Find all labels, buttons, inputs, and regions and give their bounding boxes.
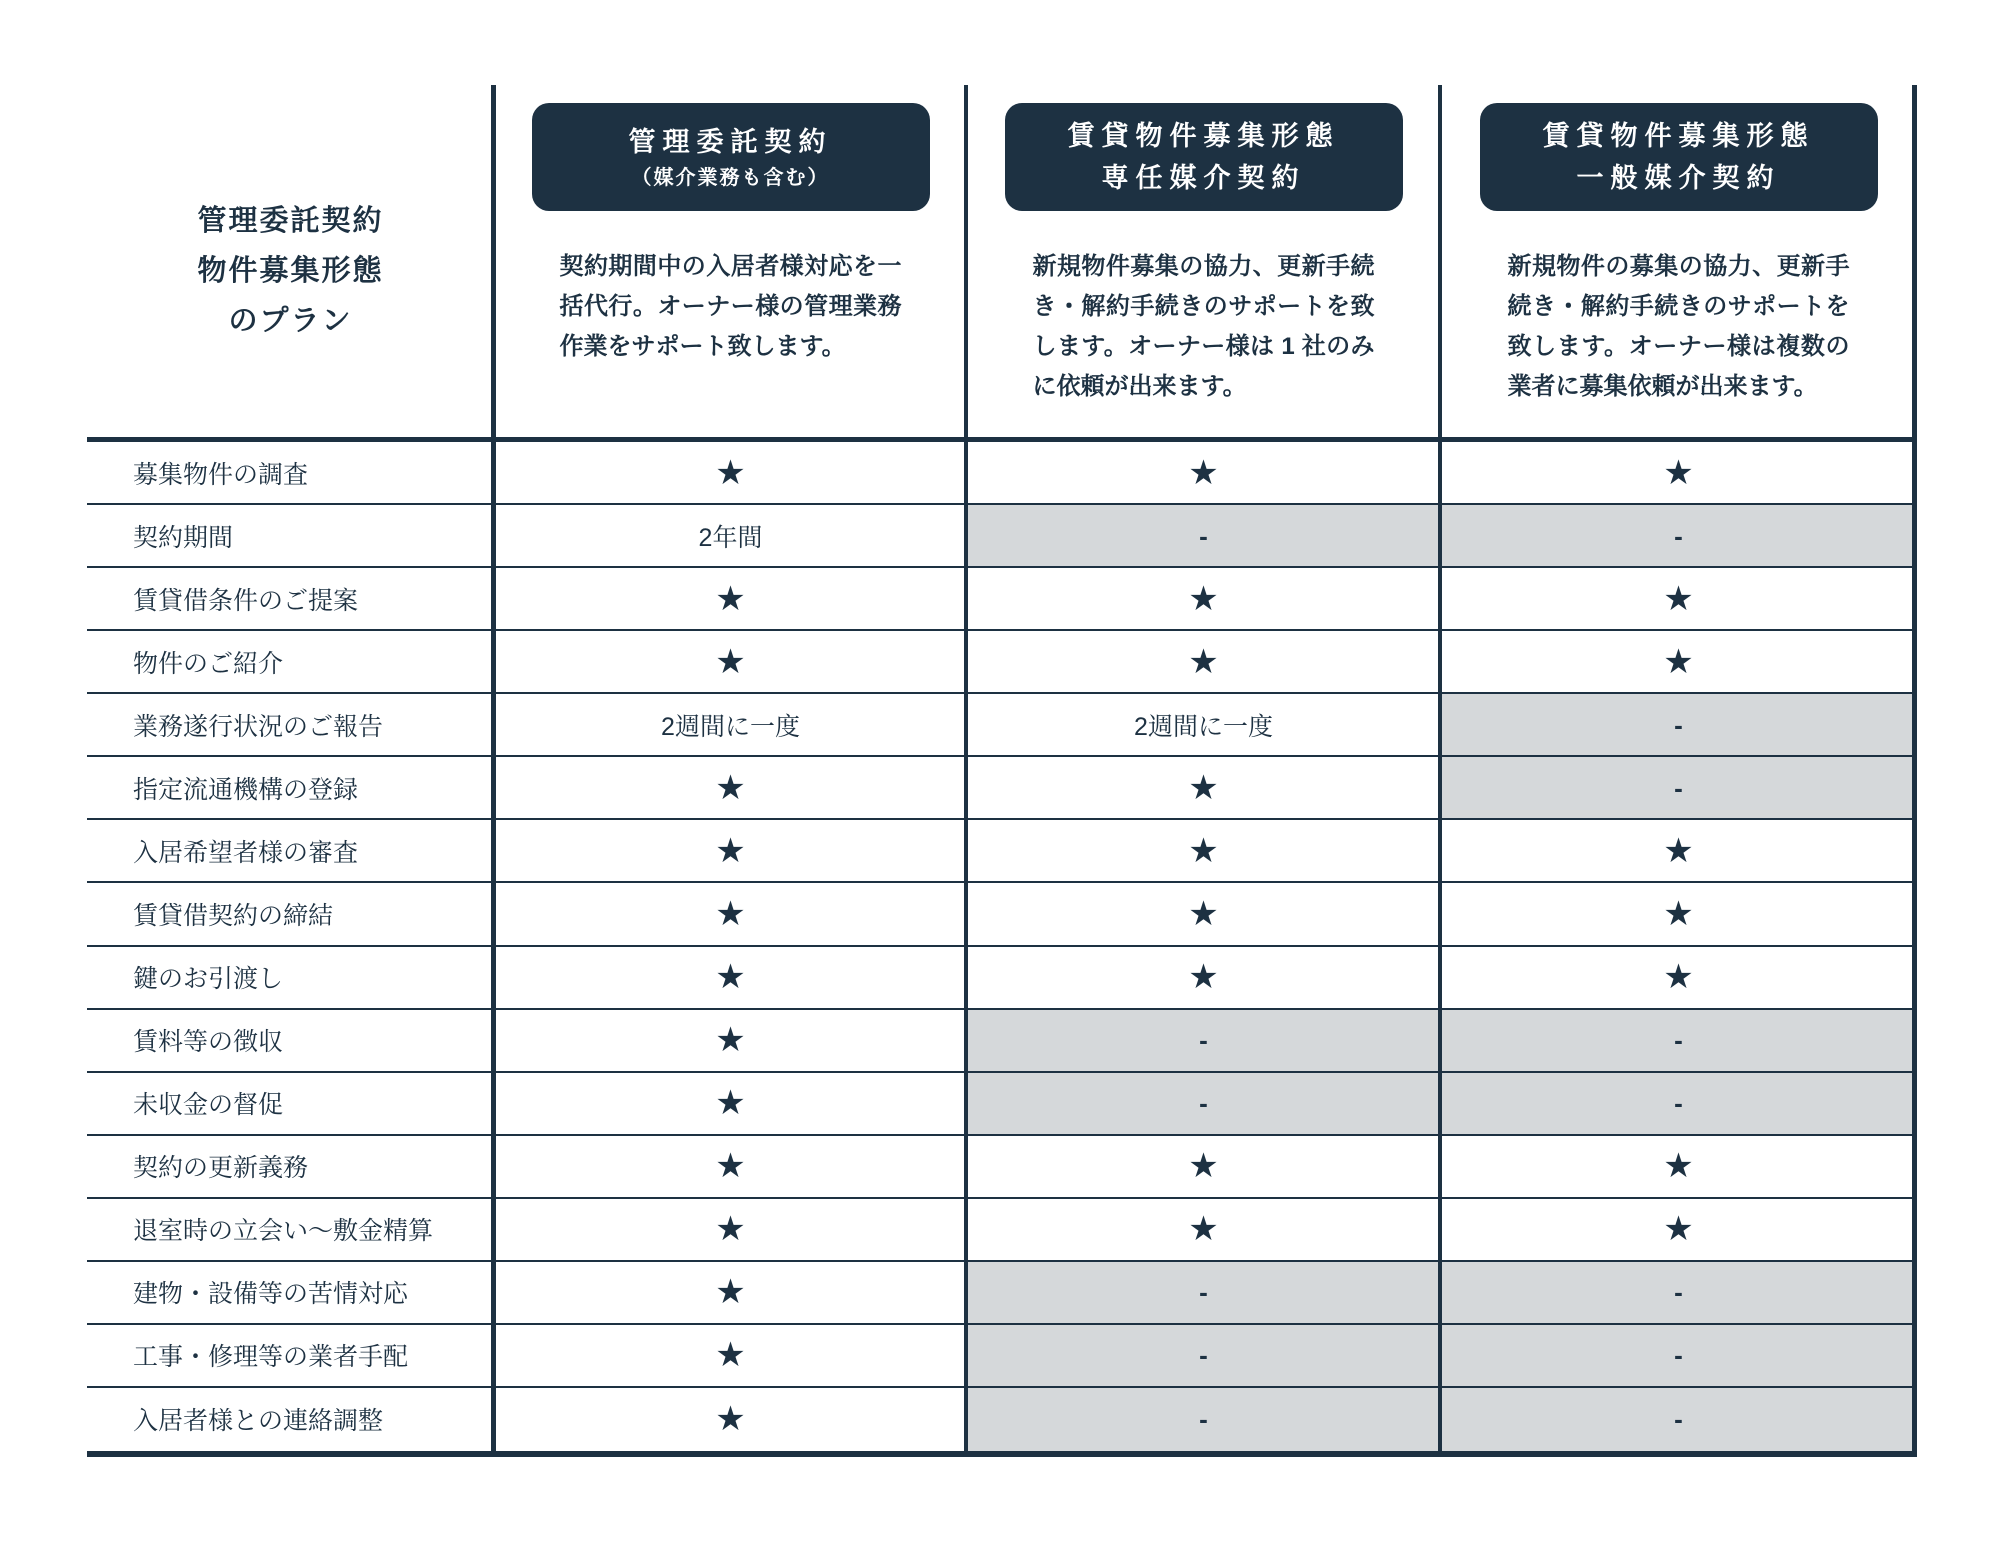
table-cell [967, 757, 1440, 820]
table-cell [967, 631, 1440, 694]
star-icon: ★ [1663, 831, 1694, 870]
table-cell [1440, 694, 1917, 757]
star-icon: ★ [715, 894, 746, 933]
cell-text: 2週間に一度 [661, 712, 800, 741]
row-label: 退室時の立会い〜敷金精算 [87, 1199, 494, 1262]
table-cell [967, 1262, 1440, 1325]
table-cell [967, 947, 1440, 1010]
corner-header-line2: 物件募集形態 [197, 255, 384, 287]
plan-title: 管理委託契約 [628, 127, 833, 157]
star-icon: ★ [1188, 1210, 1219, 1249]
star-icon: ★ [1188, 894, 1219, 933]
corner-header-line3: のプラン [228, 305, 353, 337]
star-icon: ★ [1188, 958, 1219, 997]
column-divider [964, 85, 968, 1457]
table-cell [1440, 442, 1917, 505]
star-icon: ★ [1188, 642, 1219, 681]
table-cell [1440, 505, 1917, 568]
table-cell [1440, 1388, 1917, 1451]
row-label: 入居者様との連絡調整 [133, 1407, 384, 1436]
table-cell [1440, 883, 1917, 946]
column-divider [1438, 85, 1442, 1457]
dash-mark: - [1674, 772, 1683, 803]
star-icon: ★ [715, 1273, 746, 1312]
dash-mark: - [1199, 1340, 1208, 1371]
row-label: 募集物件の調査 [87, 442, 494, 505]
row-label: 賃貸借契約の締結 [87, 883, 494, 946]
row-label: 業務遂行状況のご報告 [87, 694, 494, 757]
plan-title-badge [1480, 103, 1878, 211]
dash-mark: - [1199, 520, 1208, 551]
table-cell [494, 1325, 967, 1388]
row-label: 工事・修理等の業者手配 [87, 1325, 494, 1388]
plan-title-badge [1005, 103, 1403, 211]
star-icon: ★ [1663, 958, 1694, 997]
star-icon: ★ [1663, 1147, 1694, 1186]
plan-description: 契約期間中の入居者様対応を一括代行。オーナー様の管理業務作業をサポート致します。 [559, 253, 902, 360]
dash-mark: - [1674, 1025, 1683, 1056]
table-cell [494, 1136, 967, 1199]
table-cell [494, 1388, 967, 1451]
row-label: 未収金の督促 [87, 1073, 494, 1136]
star-icon: ★ [1663, 894, 1694, 933]
table-cell [1440, 1262, 1917, 1325]
table-cell [494, 883, 967, 946]
row-label: 賃料等の徴収 [87, 1010, 494, 1073]
table-cell [494, 947, 967, 1010]
plan-title: 賃貸物件募集形態 [1067, 121, 1340, 151]
star-icon: ★ [715, 1336, 746, 1375]
table-cell [1440, 820, 1917, 883]
star-icon: ★ [1188, 1147, 1219, 1186]
dash-mark: - [1199, 1088, 1208, 1119]
table-cell [494, 568, 967, 631]
dash-mark: - [1674, 1277, 1683, 1308]
table-cell [967, 568, 1440, 631]
plan-comparison-table [87, 85, 1917, 1457]
table-cell [1440, 947, 1917, 1010]
dash-mark: - [1674, 709, 1683, 740]
star-icon: ★ [715, 1210, 746, 1249]
column-divider [491, 85, 496, 1457]
star-icon: ★ [715, 1021, 746, 1060]
column-divider [1912, 85, 1917, 1457]
table-cell [967, 1388, 1440, 1451]
dash-mark: - [1199, 1277, 1208, 1308]
column-header-general-agency [1440, 85, 1917, 437]
dash-mark: - [1199, 1404, 1208, 1435]
table-cell [967, 1199, 1440, 1262]
table-cell [967, 883, 1440, 946]
dash-mark: - [1674, 1340, 1683, 1371]
plan-subtitle: 一般媒介契約 [1576, 163, 1781, 193]
cell-text: 2年間 [698, 523, 763, 552]
row-label: 鍵のお引渡し [87, 947, 494, 1010]
star-icon: ★ [715, 1400, 746, 1439]
star-icon: ★ [1663, 579, 1694, 618]
table-cell [967, 1136, 1440, 1199]
table-cell [1440, 1136, 1917, 1199]
row-label: 入居希望者様の審査 [87, 820, 494, 883]
table-cell [967, 1073, 1440, 1136]
star-icon: ★ [1663, 1210, 1694, 1249]
star-icon: ★ [1188, 579, 1219, 618]
plan-subtitle: （媒介業務も含む） [631, 167, 830, 189]
table-cell [1440, 1073, 1917, 1136]
star-icon: ★ [715, 642, 746, 681]
table-cell [967, 1325, 1440, 1388]
table-cell [494, 820, 967, 883]
row-label: 建物・設備等の苦情対応 [87, 1262, 494, 1325]
table-cell [1440, 1199, 1917, 1262]
star-icon: ★ [715, 453, 746, 492]
table-cell [494, 757, 967, 820]
table-cell [494, 631, 967, 694]
dash-mark: - [1199, 1025, 1208, 1056]
cell-text: 2週間に一度 [1134, 712, 1273, 741]
star-icon: ★ [1188, 768, 1219, 807]
plan-description: 新規物件募集の協力、更新手続き・解約手続きのサポートを致します。オーナー様は 1 社のみに依頼が出来ます。 [1032, 253, 1375, 400]
corner-header-line1: 管理委託契約 [197, 205, 384, 237]
star-icon: ★ [715, 579, 746, 618]
plan-description: 新規物件の募集の協力、更新手続き・解約手続きのサポートを致します。オーナー様は複数の業者に募集依頼が出来ます。 [1507, 253, 1850, 400]
dash-mark: - [1674, 1088, 1683, 1119]
table-cell [494, 1262, 967, 1325]
dash-mark: - [1674, 1404, 1683, 1435]
star-icon: ★ [715, 768, 746, 807]
corner-header-cell [87, 85, 494, 437]
table-cell [967, 694, 1440, 757]
table-body [87, 437, 1917, 1457]
table-cell [1440, 568, 1917, 631]
column-header-exclusive-agency [967, 85, 1440, 437]
table-cell [967, 820, 1440, 883]
column-header-management [494, 85, 967, 437]
table-cell [1440, 631, 1917, 694]
row-label: 契約の更新義務 [87, 1136, 494, 1199]
table-cell [494, 505, 967, 568]
table-cell [1440, 1325, 1917, 1388]
table-cell [494, 694, 967, 757]
corner-header-text [197, 196, 383, 346]
table-cell [1440, 1010, 1917, 1073]
dash-mark: - [1674, 520, 1683, 551]
star-icon: ★ [1663, 453, 1694, 492]
table-cell [967, 505, 1440, 568]
star-icon: ★ [715, 831, 746, 870]
table-cell [494, 1073, 967, 1136]
row-label: 物件のご紹介 [87, 631, 494, 694]
star-icon: ★ [1188, 831, 1219, 870]
table-cell [494, 1010, 967, 1073]
row-label: 契約期間 [87, 505, 494, 568]
table-cell [967, 1010, 1440, 1073]
table-cell [494, 1199, 967, 1262]
table-cell [1440, 757, 1917, 820]
table-header-row [87, 85, 1917, 437]
star-icon: ★ [1188, 453, 1219, 492]
row-label: 賃貸借条件のご提案 [87, 568, 494, 631]
table-cell [494, 442, 967, 505]
row-label: 指定流通機構の登録 [87, 757, 494, 820]
star-icon: ★ [715, 1084, 746, 1123]
star-icon: ★ [1663, 642, 1694, 681]
star-icon: ★ [715, 1147, 746, 1186]
plan-title-badge [532, 103, 930, 211]
plan-title: 賃貸物件募集形態 [1542, 121, 1815, 151]
star-icon: ★ [715, 958, 746, 997]
plan-subtitle: 専任媒介契約 [1101, 163, 1306, 193]
table-cell [967, 442, 1440, 505]
